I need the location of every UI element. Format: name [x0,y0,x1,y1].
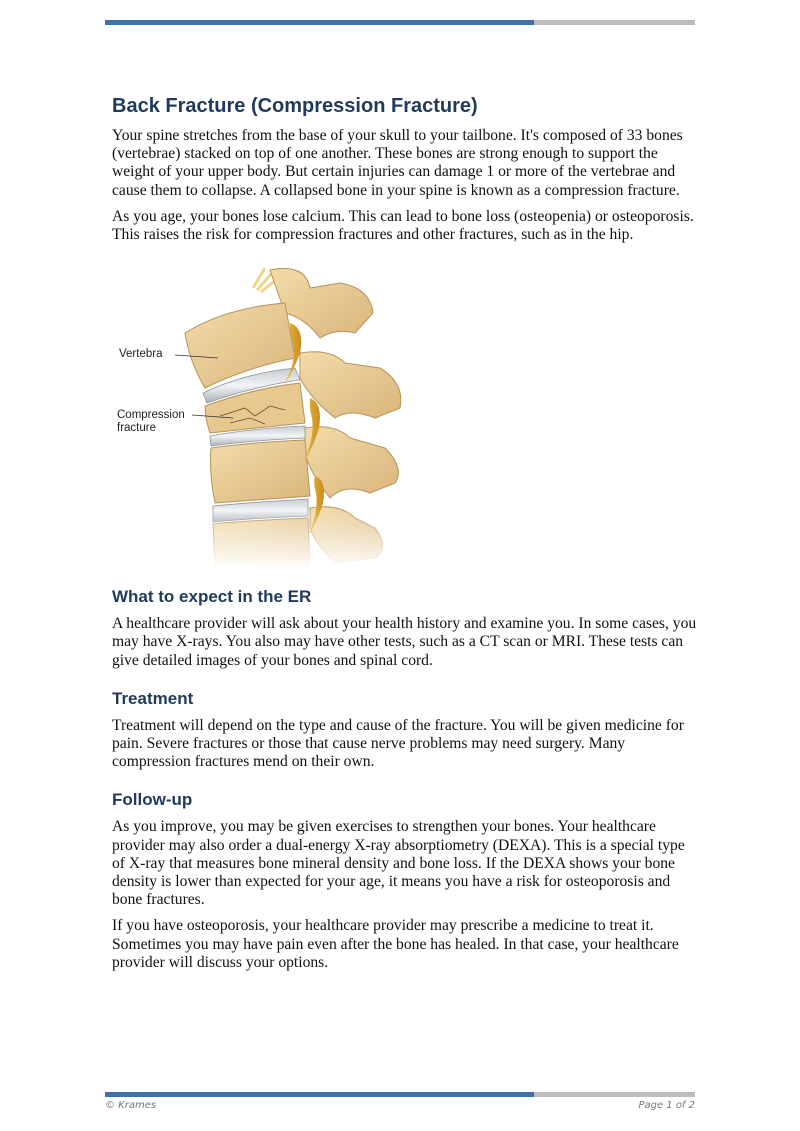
intro-paragraph: Your spine stretches from the base of your skull to your tailbone. It's composed of 33 bones (vertebrae) stacked on top of one another. These bones are strong enough to support the weight of your upper body. But certain injuries can damage 1 or more of the vertebrae and cause them to collapse. A collapsed bone in your spine is known as a compression fracture. [112,127,683,199]
compression-label-line2: fracture [117,422,156,435]
page-title: Back Fracture (Compression Fracture) [112,95,478,117]
section-paragraph: A healthcare provider will ask about your health history and examine you. In some cases, you may have X-rays. You also may have other tests, such as a CT scan or MRI. These tests can give detailed images of your bones and spinal cord. [112,615,697,669]
vertebra-label: Vertebra [119,348,163,361]
footer-bar-blue [105,1092,534,1097]
section-follow-up [112,789,697,972]
page-footer [105,1100,695,1111]
compression-label-line1: Compression [117,409,185,422]
section-paragraph: If you have osteoporosis, your healthcare provider may prescribe a medicine to treat it. Sometimes you may have pain even after the bone has healed. In that case, your healthcare provider will discuss your options. [112,917,679,971]
footer-progress-bar [105,1092,695,1097]
spine-illustration [105,258,435,568]
section-paragraph: As you improve, you may be given exercises to strengthen your bones. Your healthcare provider may also order a dual-energy X-ray absorptiometry (DEXA). This is a special type of X-ray that measures bone mineral density and bone loss. If the DEXA shows your bone density is lower than expected for your age, it means you have a risk for osteoporosis and bone fractures. [112,818,685,909]
footer-bar-gray [534,1092,695,1097]
header-progress-bar [105,20,695,25]
section-er [112,586,697,670]
page-number: Page 1 of 2 [638,1100,695,1111]
header-bar-gray [534,20,695,25]
section-paragraph: Treatment will depend on the type and cause of the fracture. You will be given medicine for pain. Severe fractures or those that cause nerve problems may need surgery. Many compression fractures mend on their own. [112,716,684,771]
section-treatment [112,688,697,772]
header-bar-blue [105,20,534,25]
intro-paragraph: As you age, your bones lose calcium. This can lead to bone loss (osteopenia) or osteoporosis. This raises the risk for compression fractures and other fractures, such as in the hip. [112,207,694,244]
document-content [112,94,697,980]
copyright-text: © Krames [105,1100,157,1111]
section-heading: Follow-up [112,790,193,810]
section-heading: What to expect in the ER [112,587,312,607]
section-heading: Treatment [112,688,194,708]
